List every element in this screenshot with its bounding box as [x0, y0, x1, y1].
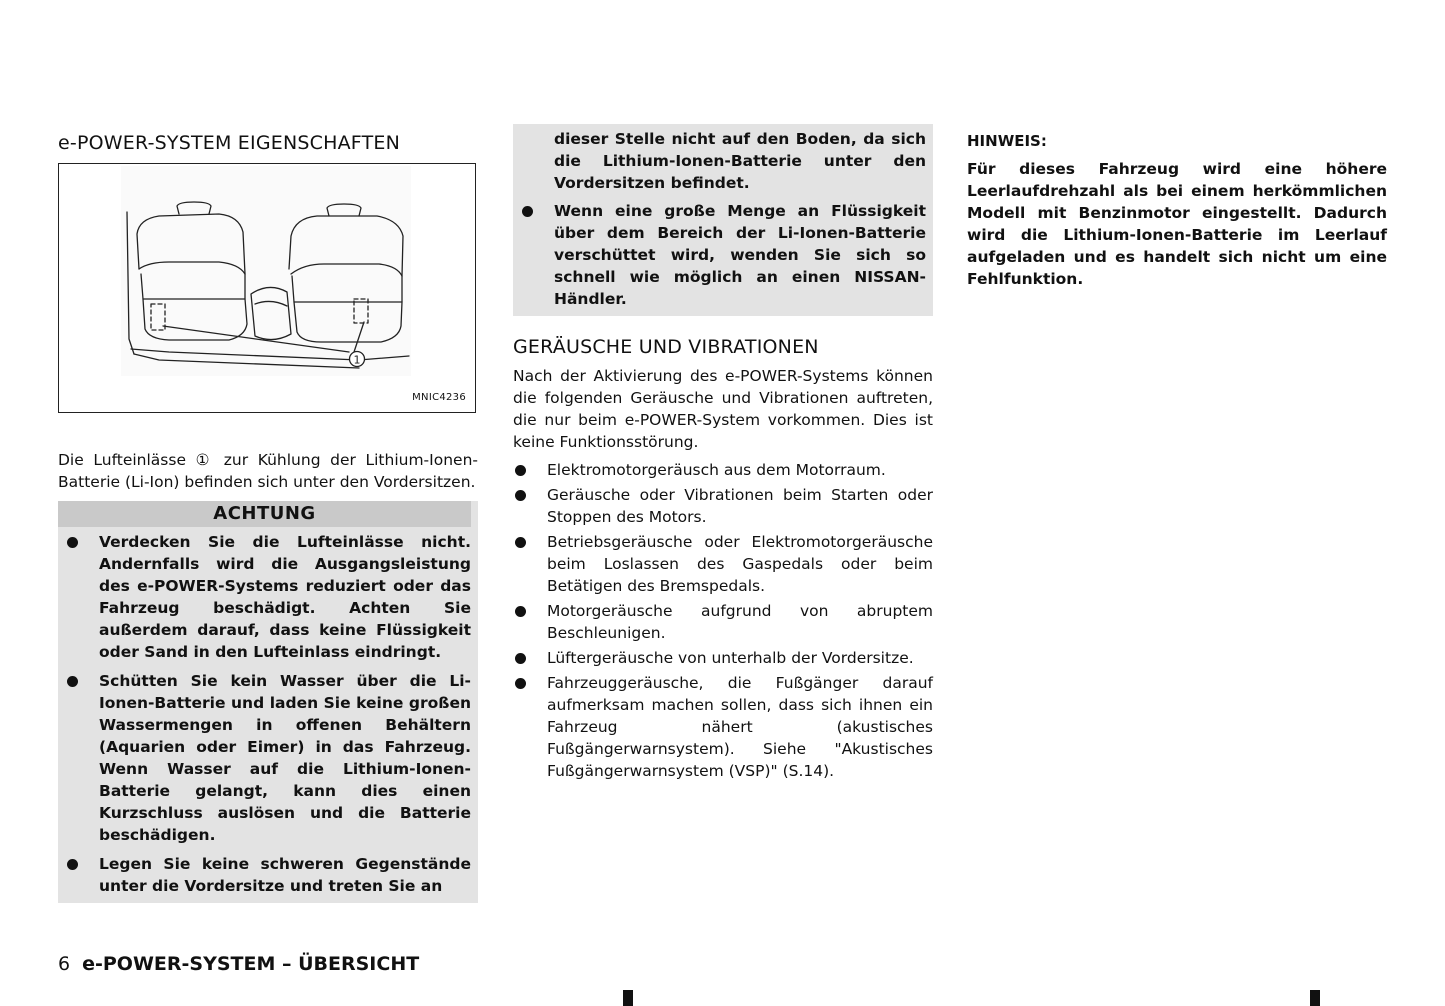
warning-item	[58, 670, 471, 846]
warning-item	[513, 200, 926, 310]
list-item	[513, 647, 933, 669]
note-label: HINWEIS:	[967, 132, 1047, 150]
bullet-dot	[515, 537, 526, 548]
left-column	[58, 128, 478, 903]
list-item	[513, 600, 933, 644]
figure-caption: Die Lufteinlässe ① zur Kühlung der Lithium-Ionen-Batterie (Li-Ion) befinden sich unter den Vordersitzen.	[58, 450, 478, 491]
warning-box	[58, 501, 478, 903]
warning-item-text: Schütten Sie kein Wasser über die Li-Ionen-Batterie und laden Sie keine großen Wassermengen in offenen Behältern (Aquarien oder Eimer) in das Fahrzeug. Wenn Wasser auf die Lithium-Ionen-Batterie gelangt, kann dies einen Kurzschluss auslösen und die Batterie beschädigen.	[99, 671, 471, 844]
list-item-text: Betriebsgeräusche oder Elektromotorgeräusche beim Loslassen des Gaspedals oder beim Betätigen des Bremspedals.	[547, 532, 933, 595]
seat-illustration	[58, 163, 476, 413]
bullet-dot	[515, 606, 526, 617]
list-item-text: Lüftergeräusche von unterhalb der Vordersitze.	[547, 648, 914, 667]
note-text: Für dieses Fahrzeug wird eine höhere Leerlaufdrehzahl als bei einem herkömmlichen Modell mit Benzinmotor eingestellt. Dadurch wird die Lithium-Ionen-Batterie im Leerlauf aufgeladen und es handelt sich nicht um eine Fehlfunktion.	[967, 160, 1387, 288]
list-item	[513, 672, 933, 782]
list-item-text: Geräusche oder Vibrationen beim Starten oder Stoppen des Motors.	[547, 485, 933, 526]
section-title-eigenschaften: e-POWER-SYSTEM EIGENSCHAFTEN	[58, 132, 400, 154]
figure-code: MNIC4236	[412, 391, 466, 403]
page-footer	[58, 951, 419, 977]
warning-item-text: Verdecken Sie die Lufteinlässe nicht. Andernfalls wird die Ausgangsleistung des e-POWER-Systems reduziert oder das Fahrzeug beschädigt. Achten Sie außerdem darauf, dass keine Flüssigkeit oder Sand in den Lufteinlass eindringt.	[99, 532, 471, 661]
section-intro: Nach der Aktivierung des e-POWER-Systems können die folgenden Geräusche und Vibrationen auftreten, die nur beim e-POWER-System vorkommen. Dies ist keine Funktionsstörung.	[513, 366, 933, 451]
warning-heading: ACHTUNG	[58, 501, 471, 527]
list-item-text: Motorgeräusche aufgrund von abruptem Beschleunigen.	[547, 601, 933, 642]
bullet-dot	[67, 537, 78, 548]
warning-continuation-list	[513, 200, 926, 310]
warning-list	[58, 527, 471, 903]
bullet-dot	[515, 490, 526, 501]
right-column	[967, 130, 1387, 290]
list-item-text: Fahrzeuggeräusche, die Fußgänger darauf aufmerksam machen sollen, dass sich ihnen ein Fahrzeug nähert (akustisches Fußgängerwarnsystem). Siehe "Akustisches Fußgängerwarnsystem (VSP)" (S.14).	[547, 673, 933, 780]
bullet-dot	[67, 676, 78, 687]
seat-illustration-drawing	[59, 164, 475, 412]
list-item	[513, 459, 933, 481]
bullet-dot	[67, 859, 78, 870]
figure-callout-number: 1	[353, 353, 361, 367]
bullet-dot	[522, 206, 533, 217]
middle-column	[513, 124, 933, 785]
warning-item-text: Wenn eine große Menge an Flüssigkeit über dem Bereich der Li-Ionen-Batterie verschüttet wird, wenden Sie sich so schnell wie möglich an einen NISSAN-Händler.	[554, 202, 926, 308]
bullet-dot	[515, 653, 526, 664]
list-item	[513, 484, 933, 528]
footer-title: e-POWER-SYSTEM – ÜBERSICHT	[82, 953, 420, 975]
noise-list	[513, 459, 933, 782]
warning-item	[58, 531, 471, 663]
section-title-geraeusche: GERÄUSCHE UND VIBRATIONEN	[513, 336, 819, 358]
bullet-dot	[515, 678, 526, 689]
warning-item	[58, 853, 471, 903]
bullet-dot	[515, 465, 526, 476]
warning-continuation	[513, 124, 933, 316]
warning-continuation-text: dieser Stelle nicht auf den Boden, da sich die Lithium-Ionen-Batterie unter den Vordersitzen befindet.	[554, 130, 926, 192]
warning-item-text: Legen Sie keine schweren Gegenstände unter die Vordersitze und treten Sie an	[99, 854, 471, 895]
list-item-text: Elektromotorgeräusch aus dem Motorraum.	[547, 460, 886, 479]
list-item	[513, 531, 933, 597]
page-number: 6	[58, 953, 71, 975]
